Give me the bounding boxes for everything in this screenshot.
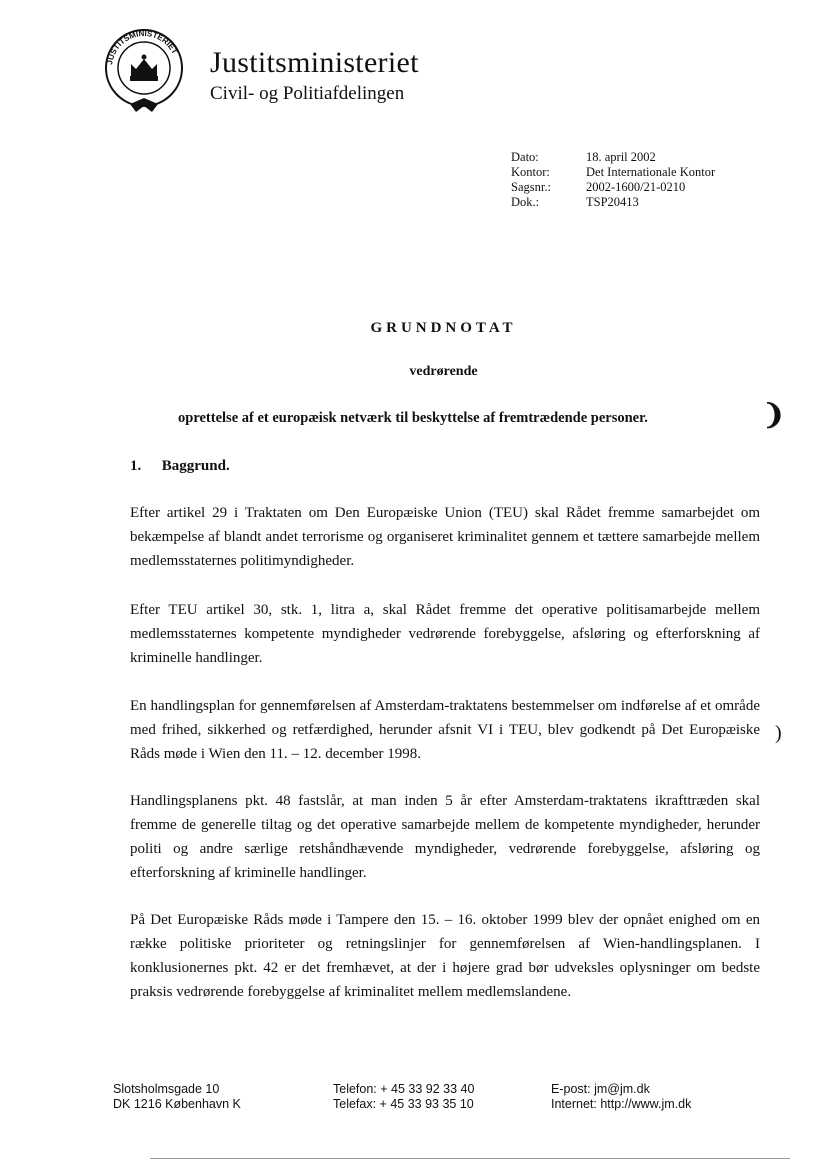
meta-row-case-number — [511, 180, 715, 195]
paragraph: Handlingsplanens pkt. 48 fastslår, at man inden 5 år efter Amsterdam-traktatens ikrafttræden skal fremme de generelle tiltag og det operative samarbejde mellem de kompetente myndigheder, herunder politi og andre særlige retshåndhævende myndigheder, vedrørende forebyggelse, afsløring og efterforskning af kriminelle handlinger. — [130, 793, 760, 881]
section-title: Baggrund. — [161, 458, 230, 474]
margin-mark: ) — [775, 722, 782, 744]
meta-value: Det Internationale Kontor — [586, 165, 716, 179]
footer-address-city: DK 1216 København K — [113, 1097, 241, 1111]
footer-telephone: Telefon: + 45 33 92 33 40 — [333, 1082, 475, 1096]
footer-address-street: Slotsholmsgade 10 — [113, 1082, 220, 1096]
footer-telefax: Telefax: + 45 33 93 35 10 — [333, 1097, 474, 1111]
meta-key: Sagsnr.: — [511, 180, 551, 194]
paragraph: På Det Europæiske Råds møde i Tampere den 15. – 16. oktober 1999 blev der opnået enighed om en række politiske prioriteter og retningslinjer for gennemførelsen af Wien-handlingsplanen. I konklusionernes pkt. 42 er det fremhævet, at der i højere grad bør udveksles oplysninger om bedste praksis vedrørende forebyggelse af kriminalitet mellem medlemslandene. — [130, 912, 760, 1000]
document-subject: oprettelse af et europæisk netværk til beskyttelse af fremtrædende personer. — [178, 410, 648, 426]
footer-address — [113, 1082, 241, 1112]
ministry-name: Justitsministeriet — [210, 46, 419, 79]
meta-key: Kontor: — [511, 165, 550, 179]
meta-key: Dok.: — [511, 195, 540, 209]
section-number: 1. — [130, 458, 142, 474]
footer-divider — [150, 1158, 790, 1159]
meta-value: TSP20413 — [586, 195, 639, 209]
meta-row-doc — [511, 195, 715, 210]
document-meta — [511, 150, 715, 210]
footer-contact — [551, 1082, 691, 1112]
footer-phone — [333, 1082, 474, 1112]
document-subtitle: vedrørende — [409, 364, 478, 379]
section-heading — [130, 458, 230, 475]
ministry-seal-logo — [100, 28, 190, 118]
footer-email[interactable]: E-post: jm@jm.dk — [551, 1082, 650, 1096]
svg-text:JUSTITSMINISTERIET: JUSTITSMINISTERIET — [105, 28, 180, 66]
department-name: Civil- og Politiafdelingen — [210, 83, 405, 104]
meta-value: 2002-1600/21-0210 — [586, 180, 686, 194]
paragraph: Efter artikel 29 i Traktaten om Den Europæiske Union (TEU) skal Rådet fremme samarbejdet om bekæmpelse af blandt andet terrorisme og organiseret kriminalitet gennem et tættere samarbejde mellem medlemsstaternes politimyndigheder. — [130, 505, 760, 569]
paragraph: Efter TEU artikel 30, stk. 1, litra a, skal Rådet fremme det operative politisamarbejde mellem medlemsstaternes kompetente myndigheder vedrørende forebyggelse, afsløring og efterforskning af kriminelle handlinger. — [130, 602, 760, 666]
meta-value: 18. april 2002 — [586, 150, 656, 164]
paragraph: En handlingsplan for gennemførelsen af Amsterdam-traktatens bestemmelser om indførelse af et område med frihed, sikkerhed og retfærdighed, herunder afsnit VI i TEU, blev godkendt på Det Europæiske Råds møde i Wien den 11. – 12. december 1998. — [130, 698, 760, 762]
meta-key: Dato: — [511, 150, 539, 164]
meta-row-date — [511, 150, 715, 165]
meta-row-office — [511, 165, 715, 180]
document-title: GRUNDNOTAT — [370, 320, 517, 336]
footer-website[interactable]: Internet: http://www.jm.dk — [551, 1097, 692, 1111]
margin-mark: ❩ — [762, 400, 786, 431]
